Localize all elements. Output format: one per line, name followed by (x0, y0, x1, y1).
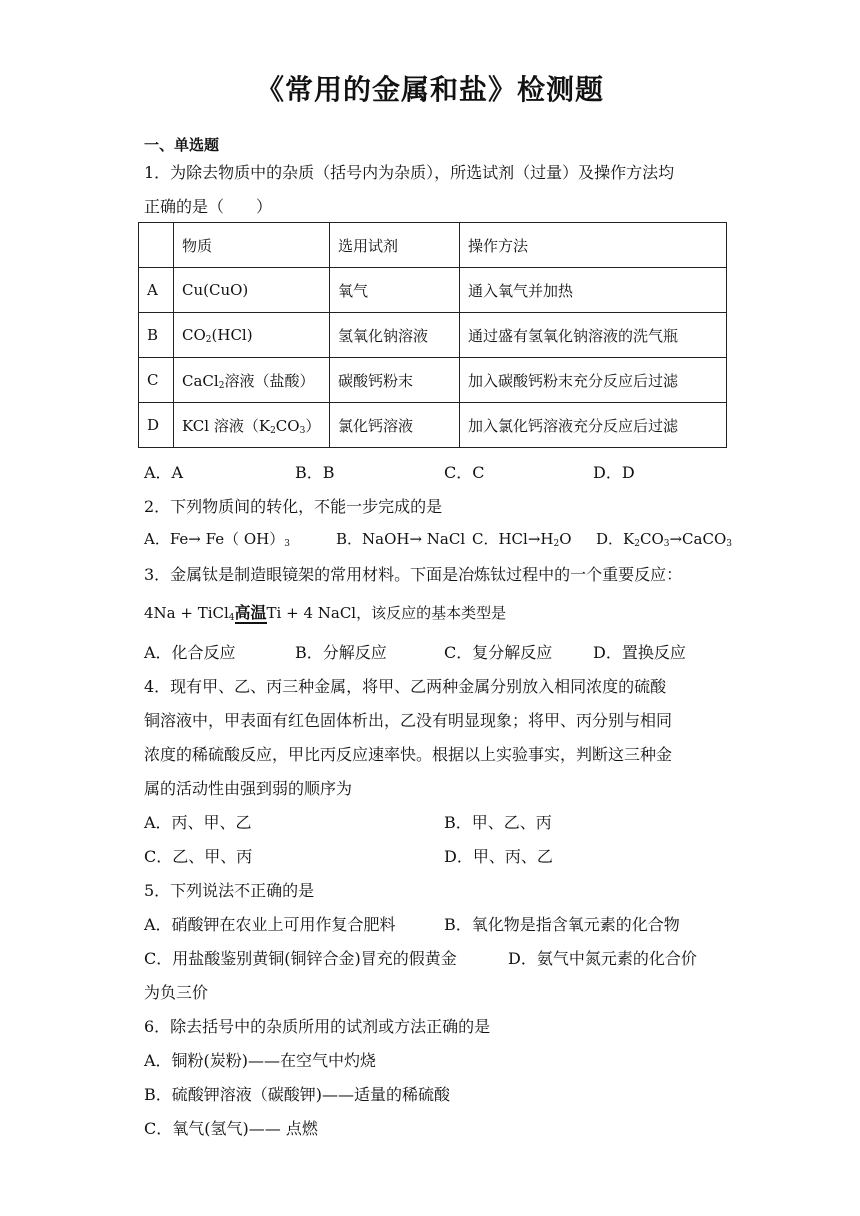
q2-option-c (472, 528, 572, 549)
formula-text: ） (305, 416, 321, 435)
formula-text: CaCl (182, 371, 219, 390)
section-heading: 一、单选题 (144, 136, 220, 154)
q4-option-d: D．甲、丙、乙 (444, 847, 553, 866)
q4-option-b: B．甲、乙、丙 (444, 813, 552, 832)
subscript: 3 (663, 539, 670, 549)
q5-option-b: B．氧化物是指含氧元素的化合物 (444, 915, 680, 934)
q3-option-d: D．置换反应 (593, 643, 686, 662)
table-header-cell: 操作方法 (460, 223, 727, 268)
formula-text: KCl 溶液（K (182, 416, 271, 435)
q1-option-b: B．B (295, 463, 335, 482)
q2-option-d (596, 528, 732, 549)
q5-option-d-cont: 为负三价 (144, 983, 209, 1002)
q1-option-a: A．A (144, 463, 184, 482)
q6-option-a: A．铜粉(炭粉)——在空气中灼烧 (144, 1051, 377, 1070)
subscript: 4 (228, 613, 235, 623)
q3-equation (144, 600, 506, 623)
option-text: O (559, 530, 572, 548)
row-reagent: 氧气 (330, 268, 460, 313)
row-substance (174, 358, 330, 403)
table-header-cell (139, 223, 174, 268)
option-text: C．HCl→H (472, 530, 554, 548)
q1-option-c: C．C (444, 463, 485, 482)
q1-option-d: D．D (593, 463, 635, 482)
row-label: C (139, 358, 174, 403)
subscript: 3 (284, 539, 290, 549)
row-reagent: 氯化钙溶液 (330, 403, 460, 448)
q6-option-b: B．硫酸钾溶液（碳酸钾)——适量的稀硫酸 (144, 1085, 451, 1104)
table-row (139, 313, 727, 358)
q3-option-c: C．复分解反应 (444, 643, 553, 662)
q4-stem-line4: 属的活动性由强到弱的顺序为 (144, 779, 353, 798)
q4-stem-line1: 4．现有甲、乙、丙三种金属，将甲、乙两种金属分别放入相同浓度的硫酸 (144, 677, 667, 696)
subscript: 3 (726, 539, 732, 549)
table-row (139, 403, 727, 448)
row-substance (174, 313, 330, 358)
option-text: CO (639, 530, 664, 548)
q2-option-a (144, 528, 290, 549)
row-reagent: 碳酸钙粉末 (330, 358, 460, 403)
q5-option-a: A．硝酸钾在农业上可用作复合肥料 (144, 915, 396, 934)
subscript: 2 (634, 539, 640, 549)
option-text: D．K (596, 530, 635, 548)
row-method: 通入氧气并加热 (460, 268, 727, 313)
formula-text: CO (275, 416, 300, 435)
q4-option-c: C．乙、甲、丙 (144, 847, 253, 866)
reaction-condition: 高温 (234, 603, 267, 622)
row-label: D (139, 403, 174, 448)
q3-stem: 3．金属钛是制造眼镜架的常用材料。下面是冶炼钛过程中的一个重要反应： (144, 565, 683, 584)
formula-text: CO (182, 325, 206, 344)
subscript: 2 (218, 380, 225, 391)
row-reagent: 氢氧化钠溶液 (330, 313, 460, 358)
q2-option-b: B．NaOH→ NaCl (336, 530, 466, 548)
q1-stem-line1: 1．为除去物质中的杂质（括号内为杂质），所选试剂（过量）及操作方法均 (144, 163, 675, 182)
table-row (139, 268, 727, 313)
row-substance: Cu(CuO) (174, 268, 330, 313)
option-text: →CaCO (669, 530, 727, 548)
q3-option-b: B．分解反应 (295, 643, 387, 662)
row-method: 加入氯化钙溶液充分反应后过滤 (460, 403, 727, 448)
page-title: 《常用的金属和盐》检测题 (255, 73, 604, 106)
table-header-row (139, 223, 727, 268)
table-row (139, 358, 727, 403)
row-label: B (139, 313, 174, 358)
q4-stem-line3: 浓度的稀硫酸反应，甲比丙反应速率快。根据以上实验事实，判断这三种金 (144, 745, 673, 764)
equation-text: 4Na + TiCl (144, 604, 229, 622)
q4-stem-line2: 铜溶液中，甲表面有红色固体析出，乙没有明显现象；将甲、丙分别与相同 (144, 711, 673, 730)
subscript: 2 (553, 539, 560, 549)
equation-text: Ti + 4 NaCl，该反应的基本类型是 (266, 604, 507, 622)
option-text: A．Fe→ Fe（ OH） (144, 530, 285, 548)
q2-stem: 2．下列物质间的转化，不能一步完成的是 (144, 497, 443, 516)
table-header-cell: 选用试剂 (330, 223, 460, 268)
q1-table (138, 222, 727, 448)
q1-stem-line2: 正确的是（ ） (144, 197, 273, 216)
q5-option-d: D．氨气中氮元素的化合价 (508, 949, 697, 968)
q3-option-a: A．化合反应 (144, 643, 236, 662)
subscript: 2 (270, 425, 276, 436)
formula-text: (HCl) (211, 325, 253, 344)
formula-text: 溶液（盐酸） (224, 371, 315, 390)
table-header-cell: 物质 (174, 223, 330, 268)
q6-option-c: C．氧气(氢气)—— 点燃 (144, 1119, 318, 1138)
subscript: 3 (299, 425, 306, 436)
row-substance (174, 403, 330, 448)
q5-option-c: C．用盐酸鉴别黄铜(铜锌合金)冒充的假黄金 (144, 949, 457, 968)
subscript: 2 (205, 334, 212, 345)
row-method: 通过盛有氢氧化钠溶液的洗气瓶 (460, 313, 727, 358)
row-label: A (139, 268, 174, 313)
q5-stem: 5．下列说法不正确的是 (144, 881, 315, 900)
row-method: 加入碳酸钙粉末充分反应后过滤 (460, 358, 727, 403)
q4-option-a: A．丙、甲、乙 (144, 813, 252, 832)
q6-stem: 6．除去括号中的杂质所用的试剂或方法正确的是 (144, 1017, 491, 1036)
